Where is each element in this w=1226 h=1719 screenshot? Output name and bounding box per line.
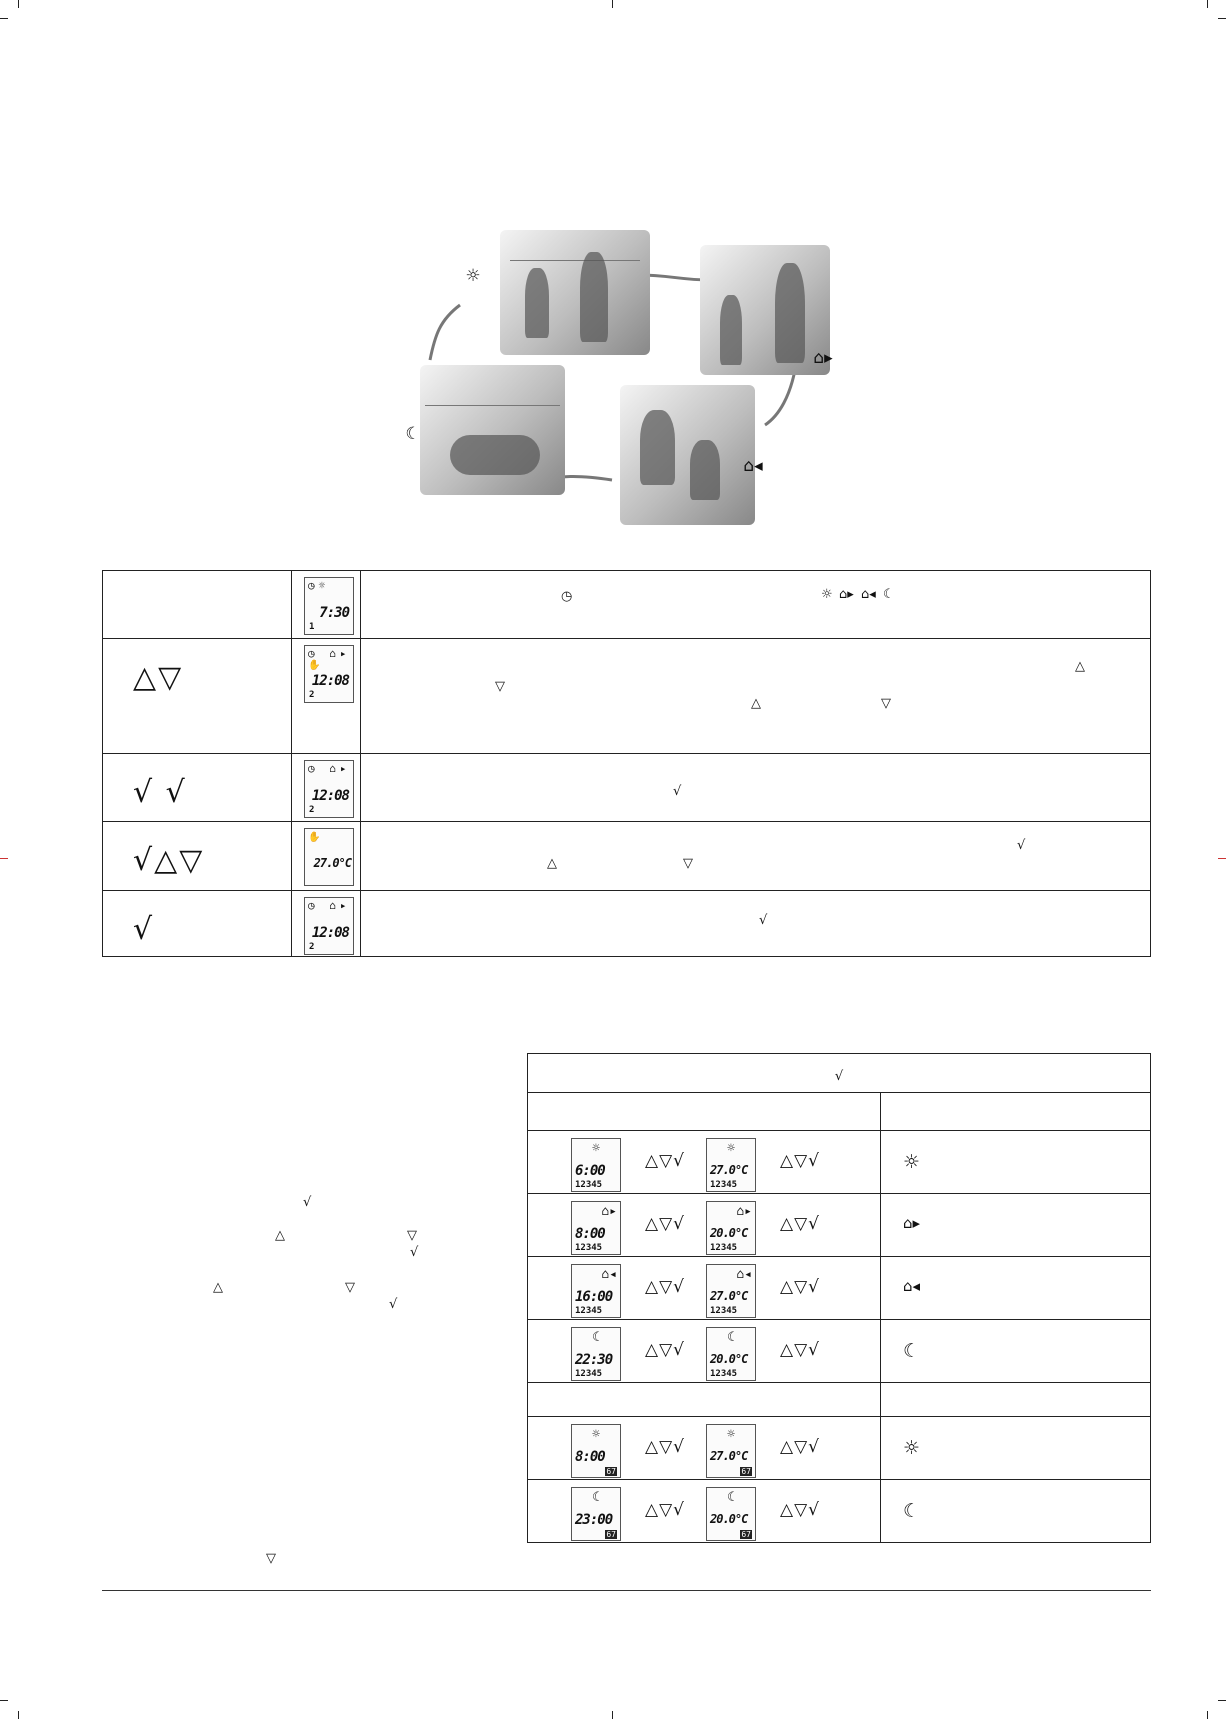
lcd-cell <box>292 822 361 891</box>
table-row <box>103 822 1151 891</box>
lcd-day: 2 <box>309 690 315 700</box>
sun-icon: ☼ <box>465 266 481 286</box>
check-icon: √ <box>410 1245 419 1260</box>
mode-cell <box>881 1320 1151 1383</box>
key-sequence: △▽√ <box>645 1500 685 1520</box>
lcd-display <box>304 828 354 886</box>
down-icon: ▽ <box>345 1280 355 1295</box>
up-icon: △ <box>547 856 557 871</box>
lcd-cell <box>292 571 361 639</box>
down-icon: ▽ <box>407 1228 417 1243</box>
night-scene <box>420 365 565 495</box>
home-icon: ⌂◂ <box>861 587 876 602</box>
table-row <box>528 1131 1151 1194</box>
lcd-cell <box>292 754 361 822</box>
lcd-day: 2 <box>309 805 315 815</box>
crop-mark <box>0 18 8 19</box>
lcd-temp: ⌂◂ 27.0°C 12345 <box>706 1264 756 1318</box>
program-cell <box>528 1320 881 1383</box>
check-icon: √ <box>759 913 768 928</box>
lcd-digits: 12:08 <box>311 925 349 941</box>
lcd-icons: ◷ ⌂▸ <box>308 647 351 660</box>
lcd-digits: 7:30 <box>319 605 349 621</box>
check-icon: √ <box>673 784 682 799</box>
program-cell <box>528 1194 881 1257</box>
up-icon: △ <box>275 1228 285 1243</box>
crop-mark <box>18 1711 19 1719</box>
check-icon: √ <box>389 1297 398 1312</box>
down-icon: ▽ <box>683 856 693 871</box>
key-sequence: △▽√ <box>780 1151 820 1171</box>
description-cell <box>361 822 1151 891</box>
table-row <box>103 891 1151 957</box>
lcd-icons: ◷ ⌂▸ <box>308 899 351 912</box>
key-sequence: △▽√ <box>645 1214 685 1234</box>
table-row <box>103 571 1151 639</box>
crop-mark <box>1218 1700 1226 1701</box>
lcd-time: ⌂◂ 16:00 12345 <box>571 1264 621 1318</box>
down-icon: ▽ <box>495 679 505 694</box>
crop-mark <box>1207 0 1208 8</box>
lcd-display <box>304 577 354 635</box>
lcd-time: ☾ 22:30 12345 <box>571 1327 621 1381</box>
lcd-display <box>304 760 354 818</box>
clock-icon: ◷ <box>561 589 573 604</box>
lcd-temp: ☼ 27.0°C 12345 <box>706 1138 756 1192</box>
lcd-temp: ⌂▸ 20.0°C 12345 <box>706 1201 756 1255</box>
up-icon: △ <box>213 1280 223 1295</box>
program-cell <box>528 1131 881 1194</box>
keys-cell: √ √ <box>103 754 292 822</box>
description-cell <box>361 754 1151 822</box>
hand-icon: ✋ <box>308 832 321 843</box>
crop-mark <box>1218 858 1226 859</box>
lcd-display <box>304 897 354 955</box>
mode-cell <box>881 1194 1151 1257</box>
crop-mark <box>612 0 613 8</box>
keys-cell: √△▽ <box>103 822 292 891</box>
key-sequence: △▽√ <box>645 1437 685 1457</box>
table-row <box>528 1257 1151 1320</box>
lcd-temp: ☾ 20.0°C 12345 <box>706 1327 756 1381</box>
down-icon: ▽ <box>266 1551 276 1566</box>
lcd-digits: 12:08 <box>311 788 349 804</box>
footer-rule <box>102 1590 1151 1591</box>
key-sequence: △▽√ <box>645 1151 685 1171</box>
header-cell <box>528 1054 1151 1093</box>
header-cell <box>881 1383 1151 1417</box>
crop-mark <box>0 858 8 859</box>
daily-cycle-illustration <box>380 220 860 530</box>
lcd-icons: ◷☼ <box>308 579 330 592</box>
lcd-display <box>304 645 354 703</box>
home-icon: ⌂◂ <box>903 1277 921 1295</box>
lcd-time: ☼ 8:00 67 <box>571 1424 621 1478</box>
description-cell <box>361 891 1151 957</box>
crop-mark <box>1207 1711 1208 1719</box>
key-sequence: △▽√ <box>780 1277 820 1297</box>
mode-cell <box>881 1257 1151 1320</box>
program-cell <box>528 1257 881 1320</box>
setting-steps-table <box>102 570 1151 957</box>
lcd-digits: 12:08 <box>311 673 349 689</box>
crop-mark <box>612 1711 613 1719</box>
crop-mark <box>18 0 19 8</box>
key-sequence: △▽√ <box>780 1437 820 1457</box>
moon-icon: ☾ <box>883 587 895 602</box>
description-cell <box>361 571 1151 639</box>
key-sequence: △▽√ <box>645 1277 685 1297</box>
morning-scene <box>500 230 650 355</box>
mode-cell <box>881 1417 1151 1480</box>
description-cell <box>361 639 1151 754</box>
keys-cell: △▽ <box>103 639 292 754</box>
check-icon: √ <box>1017 838 1026 853</box>
sun-icon: ☼ <box>903 1437 921 1459</box>
home-icon: ⌂◂ <box>743 456 763 476</box>
moon-icon: ☾ <box>405 424 421 444</box>
sun-icon: ☼ <box>903 1151 921 1173</box>
down-icon: ▽ <box>881 696 891 711</box>
table-row <box>103 639 1151 754</box>
key-sequence: △▽√ <box>780 1340 820 1360</box>
table-row <box>528 1417 1151 1480</box>
hand-icon: ✋ <box>308 660 321 671</box>
moon-icon: ☾ <box>903 1340 921 1362</box>
weekend-header-row <box>528 1383 1151 1417</box>
table-row <box>103 754 1151 822</box>
mode-cell <box>881 1131 1151 1194</box>
weekly-program-table <box>527 1053 1151 1543</box>
returning-scene <box>620 385 755 525</box>
moon-icon: ☾ <box>903 1500 921 1522</box>
lcd-day: 1 <box>309 622 315 632</box>
table-row <box>528 1194 1151 1257</box>
header-cell <box>881 1093 1151 1131</box>
away-icon: ⌂▸ <box>839 587 854 602</box>
table-row <box>528 1480 1151 1543</box>
table-header-row <box>528 1054 1151 1093</box>
crop-mark <box>1218 18 1226 19</box>
lcd-time: ☼ 6:00 12345 <box>571 1138 621 1192</box>
lcd-cell <box>292 639 361 754</box>
away-icon: ⌂▸ <box>813 348 833 368</box>
weekday-header-row <box>528 1093 1151 1131</box>
check-icon: √ <box>303 1195 312 1210</box>
check-icon: √ <box>834 1069 844 1084</box>
key-sequence: △▽√ <box>645 1340 685 1360</box>
key-sequence: △▽√ <box>780 1500 820 1520</box>
header-cell <box>528 1383 881 1417</box>
up-icon: △ <box>751 696 761 711</box>
lcd-cell <box>292 891 361 957</box>
mode-cell <box>881 1480 1151 1543</box>
table-row <box>528 1320 1151 1383</box>
lcd-time: ☾ 23:00 67 <box>571 1487 621 1541</box>
away-icon: ⌂▸ <box>903 1214 921 1232</box>
lcd-time: ⌂▸ 8:00 12345 <box>571 1201 621 1255</box>
crop-mark <box>0 1700 8 1701</box>
lcd-temp: ☼ 27.0°C 67 <box>706 1424 756 1478</box>
program-cell <box>528 1480 881 1543</box>
sun-icon: ☼ <box>821 587 833 602</box>
keys-cell: √ <box>103 891 292 957</box>
lcd-icons: ◷ ⌂▸ <box>308 762 351 775</box>
lcd-temp: ☾ 20.0°C 67 <box>706 1487 756 1541</box>
lcd-digits: 27.0°C <box>313 856 351 870</box>
program-cell <box>528 1417 881 1480</box>
key-sequence: △▽√ <box>780 1214 820 1234</box>
lcd-day: 2 <box>309 942 315 952</box>
header-cell <box>528 1093 881 1131</box>
keys-cell <box>103 571 292 639</box>
up-icon: △ <box>1075 659 1085 674</box>
